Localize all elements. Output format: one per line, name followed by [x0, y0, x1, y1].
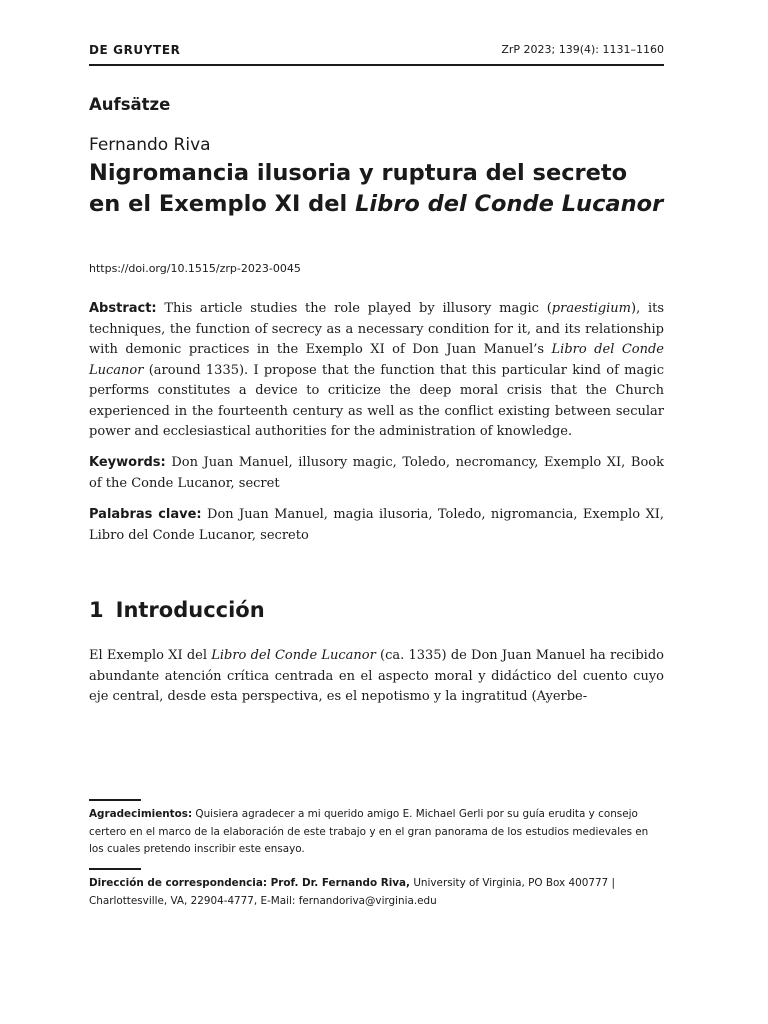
acknowledgements-text: Quisiera agradecer a mi querido amigo E. Michael Gerli por su guía erudita y consejo certero en el marco de la elaboración de este trabajo y en el gran panorama de los estudios medievales en los cuales pretendo inscribir este ensayo.: [89, 808, 649, 855]
section-title: Introducción: [115, 598, 265, 622]
journal-citation: ZrP 2023; 139(4): 1131–1160: [501, 43, 664, 56]
header-rule: [89, 64, 664, 66]
title-line-1: Nigromancia ilusoria y ruptura del secreto: [89, 160, 628, 186]
abstract-text-1: This article studies the role played by illusory magic (: [156, 301, 552, 316]
correspondence-text: University of Virginia, PO Box 400777 | Charlottesville, VA, 22904-4777, E-Mail: fernandoriva@virginia.edu: [89, 877, 615, 907]
palabras-clave-text: Don Juan Manuel, magia ilusoria, Toledo, nigromancia, Exemplo XI, Libro del Conde Lucanor, secreto: [89, 507, 665, 543]
keywords-text: Don Juan Manuel, illusory magic, Toledo, necromancy, Exemplo XI, Book of the Conde Lucanor, secret: [89, 455, 664, 491]
footnote-correspondence: [89, 875, 664, 910]
title-italic-work: Libro del Conde Lucanor: [355, 191, 664, 217]
abstract-italic-1: praestigium: [551, 301, 631, 316]
intro-italic-1: Libro del Conde Lucanor: [211, 648, 376, 663]
palabras-clave: [89, 505, 664, 546]
abstract-text-2: ), its techniques, the function of secrecy as a necessary condition for it, and its relationship with demonic practices in the Exemplo XI of Don Juan Manuel’s: [89, 301, 665, 357]
publisher-name: DE GRUYTER: [89, 43, 181, 57]
footnote-rule: [89, 799, 141, 801]
acknowledgements-label: Agradecimientos:: [89, 808, 193, 820]
palabras-clave-label: Palabras clave:: [89, 507, 202, 522]
intro-text-2: (ca. 1335) de Don Juan Manuel ha recibido abundante atención crítica centrada en el aspecto moral y didáctico del cuento cuyo eje central, desde esta perspectiva, es el nepotismo y la ingratitud (Ayerbe-: [89, 648, 664, 704]
footnote-rule: [89, 868, 141, 870]
abstract: [89, 299, 664, 443]
article-title: [89, 158, 664, 220]
abstract-label: Abstract:: [89, 301, 157, 316]
keywords-label: Keywords:: [89, 455, 166, 470]
section-label: Aufsätze: [89, 95, 171, 114]
correspondence-label: Dirección de correspondencia: Prof. Dr. Fernando Riva,: [89, 877, 411, 889]
title-line-2: en el Exemplo XI del: [89, 191, 356, 217]
doi-link[interactable]: https://doi.org/10.1515/zrp-2023-0045: [89, 262, 301, 275]
footnote-acknowledgements: [89, 806, 664, 859]
intro-text-1: El Exemplo XI del: [89, 648, 212, 663]
running-header: [89, 42, 664, 62]
keywords: [89, 453, 664, 494]
introduction-paragraph: [89, 646, 664, 708]
author-name: Fernando Riva: [89, 135, 211, 155]
abstract-italic-2: Libro del Conde Lucanor: [89, 342, 664, 378]
section-number: 1: [89, 598, 104, 622]
abstract-text-3: (around 1335). I propose that the function that this particular kind of magic performs constitutes a device to criticize the deep moral crisis that the Church experienced in the fourteenth century as well as the conflict existing between secular power and ecclesiastical authorities for the administration of knowledge.: [89, 362, 664, 439]
introduction-heading: [89, 598, 265, 622]
